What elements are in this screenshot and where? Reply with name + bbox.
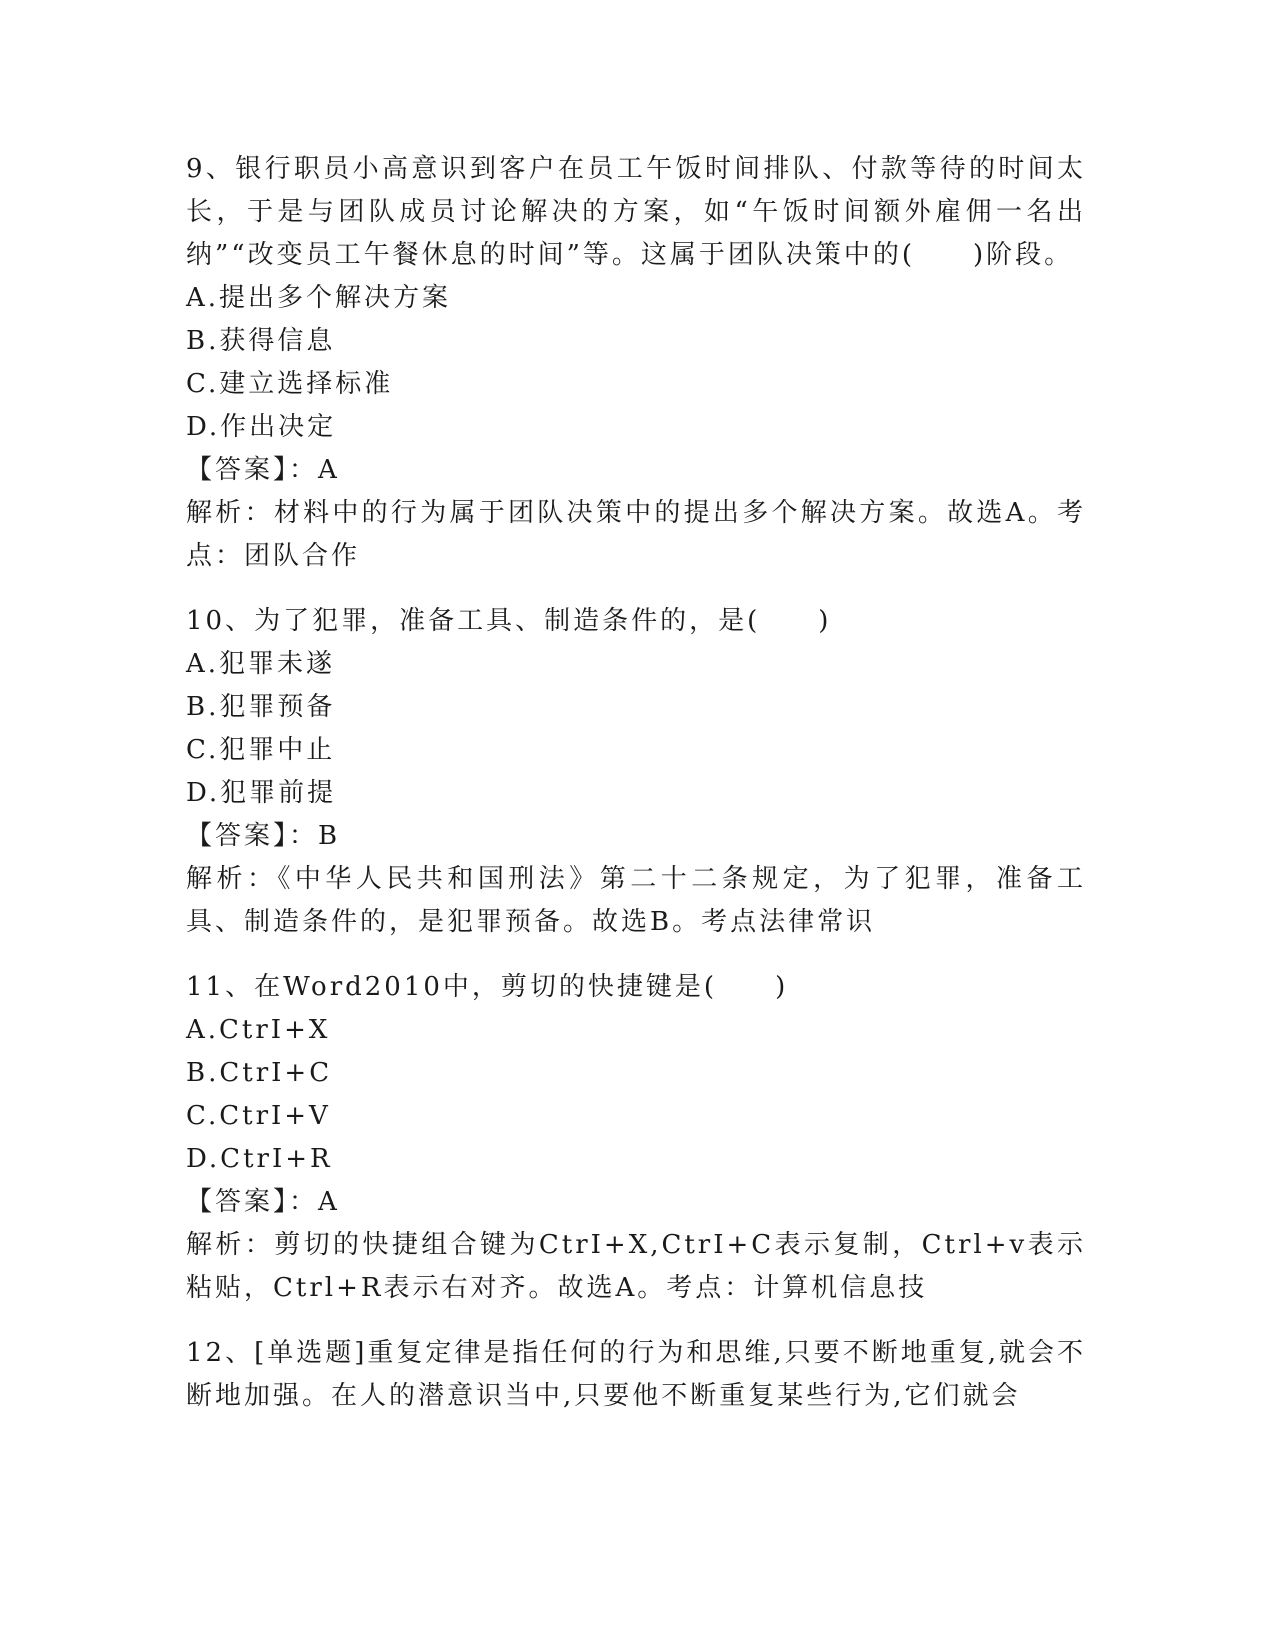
- option-c: C.建立选择标准: [186, 369, 394, 399]
- option-b: B.CtrI+C: [186, 1058, 333, 1088]
- question-10: [186, 600, 1086, 944]
- question-stem: 9、银行职员小高意识到客户在员工午饭时间排队、付款等待的时间太长，于是与团队成员讨论解决的方案，如“午饭时间额外雇佣一名出纳”“改变员工午餐休息的时间”等。这属于团队决策中的( )阶段。: [186, 154, 1086, 270]
- question-11: [186, 966, 1086, 1310]
- question-stem: 11、在Word2010中，剪切的快捷键是( ): [186, 972, 789, 1002]
- document-page: [186, 148, 1086, 1440]
- question-stem: 10、为了犯罪，准备工具、制造条件的，是( ): [186, 606, 832, 636]
- option-b: B.犯罪预备: [186, 692, 336, 722]
- option-b: B.获得信息: [186, 326, 336, 356]
- option-d: D.作出决定: [186, 412, 337, 442]
- question-stem: 12、[单选题]重复定律是指任何的行为和思维,只要不断地重复,就会不断地加强。在人的潜意识当中,只要他不断重复某些行为,它们就会: [186, 1338, 1086, 1411]
- option-c: C.犯罪中止: [186, 735, 336, 765]
- option-a: A.CtrI+X: [186, 1015, 331, 1045]
- option-c: C.CtrI+V: [186, 1101, 331, 1131]
- option-a: A.犯罪未遂: [186, 649, 336, 679]
- question-12: [186, 1332, 1086, 1418]
- question-9: [186, 148, 1086, 578]
- answer-line: 【答案】：B: [186, 821, 341, 851]
- answer-line: 【答案】：A: [186, 455, 340, 485]
- option-d: D.CtrI+R: [186, 1144, 333, 1174]
- analysis-text: 解析：材料中的行为属于团队决策中的提出多个解决方案。故选A。考点：团队合作: [186, 498, 1086, 571]
- analysis-text: 解析：《中华人民共和国刑法》第二十二条规定，为了犯罪，准备工具、制造条件的，是犯罪预备。故选B。考点法律常识: [186, 864, 1086, 937]
- analysis-text: 解析：剪切的快捷组合键为CtrI+X,CtrI+C表示复制，Ctrl+v表示粘贴，Ctrl+R表示右对齐。故选A。考点：计算机信息技: [186, 1230, 1086, 1303]
- option-a: A.提出多个解决方案: [186, 283, 452, 313]
- answer-line: 【答案】：A: [186, 1187, 340, 1217]
- option-d: D.犯罪前提: [186, 778, 337, 808]
